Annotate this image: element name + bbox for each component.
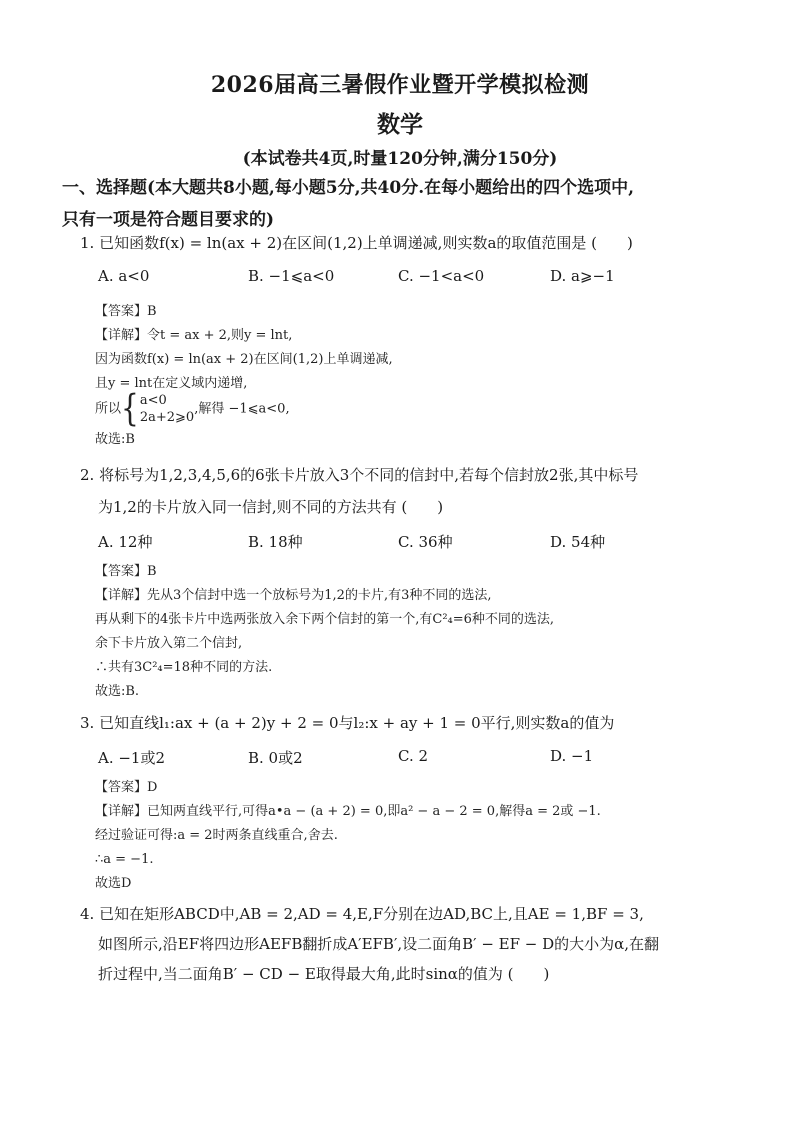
section-heading-line-2: 只有一项是符合题目要求的) (62, 210, 275, 230)
question-3-solution-line: 故选D (95, 876, 132, 891)
question-2-option-b: B. 18种 (248, 533, 303, 551)
question-2-answer: 【答案】B (95, 564, 157, 579)
question-2-solution-line: 【详解】先从3个信封中选一个放标号为1,2的卡片,有3种不同的选法, (95, 588, 492, 603)
question-1-solution-line: 且y = lnt在定义域内递增, (95, 376, 248, 391)
subject-title: 数学 (377, 111, 423, 138)
question-1-stem: 1. 已知函数f(x) = ln(ax + 2)在区间(1,2)上单调递减,则实数a的取值范围是 ( ) (80, 234, 633, 252)
question-3-solution-line: ∴a = −1. (95, 852, 154, 867)
question-2-stem-line-1: 2. 将标号为1,2,3,4,5,6的6张卡片放入3个不同的信封中,若每个信封放2张,其中标号 (80, 466, 639, 484)
question-1-equation-system (95, 386, 290, 430)
question-2-option-d: D. 54种 (550, 533, 606, 551)
question-3-solution-line: 经过验证可得:a = 2时两条直线重合,舍去. (95, 828, 338, 843)
question-4-stem-line-1: 4. 已知在矩形ABCD中,AB = 2,AD = 4,E,F分别在边AD,BC上,且AE = 1,BF = 3, (80, 905, 644, 923)
question-4-stem-line-2: 如图所示,沿EF将四边形AEFB翻折成A′EFB′,设二面角B′ − EF − D的大小为α,在翻 (98, 935, 660, 953)
question-1-option-c: C. −1<a<0 (398, 267, 485, 285)
question-1-option-a: A. a<0 (98, 267, 150, 285)
question-2-option-c: C. 36种 (398, 533, 453, 551)
question-2-solution-line: ∴共有3C²₄=18种不同的方法. (95, 660, 273, 675)
question-3-answer: 【答案】D (95, 780, 158, 795)
question-2-option-a: A. 12种 (98, 533, 153, 551)
question-3-option-a: A. −1或2 (98, 749, 166, 767)
section-heading-line-1: 一、选择题(本大题共8小题,每小题5分,共40分.在每小题给出的四个选项中, (62, 178, 635, 198)
system-rows (140, 392, 194, 426)
question-1-answer: 【答案】B (95, 304, 157, 319)
exam-info: (本试卷共4页,时量120分钟,满分150分) (242, 149, 558, 169)
question-3-option-d: D. −1 (550, 747, 594, 765)
question-3-stem: 3. 已知直线l₁:ax + (a + 2)y + 2 = 0与l₂:x + ay + 1 = 0平行,则实数a的值为 (80, 714, 615, 732)
question-3-solution-line: 【详解】已知两直线平行,可得a•a − (a + 2) = 0,即a² − a − 2 = 0,解得a = 2或 −1. (95, 804, 601, 819)
question-1-solution-line: 故选:B (95, 432, 135, 447)
left-brace-icon: { (121, 386, 139, 430)
exam-title: 2026届高三暑假作业暨开学模拟检测 (210, 72, 590, 98)
system-prefix: 所以 (95, 401, 122, 417)
question-1-solution-line: 因为函数f(x) = ln(ax + 2)在区间(1,2)上单调递减, (95, 352, 393, 367)
system-suffix: ,解得 −1⩽a<0, (194, 401, 290, 417)
question-3-option-c: C. 2 (398, 747, 429, 765)
question-2-solution-line: 再从剩下的4张卡片中选两张放入余下两个信封的第一个,有C²₄=6种不同的选法, (95, 612, 555, 627)
question-1-option-b: B. −1⩽a<0 (248, 267, 335, 285)
system-row-2: 2a+2⩾0 (139, 410, 195, 425)
question-1-option-d: D. a⩾−1 (550, 267, 615, 285)
question-2-solution-line: 故选:B. (95, 684, 140, 699)
question-3-option-b: B. 0或2 (248, 749, 303, 767)
question-4-stem-line-3: 折过程中,当二面角B′ − CD − E取得最大角,此时sinα的值为 ( ) (98, 965, 550, 983)
section-heading (62, 172, 762, 236)
question-1-solution-line: 【详解】令t = ax + 2,则y = lnt, (95, 328, 293, 343)
question-2-stem-line-2: 为1,2的卡片放入同一信封,则不同的方法共有 ( ) (98, 498, 444, 516)
system-row-1: a<0 (139, 393, 167, 408)
question-2-solution-line: 余下卡片放入第二个信封, (95, 636, 243, 651)
